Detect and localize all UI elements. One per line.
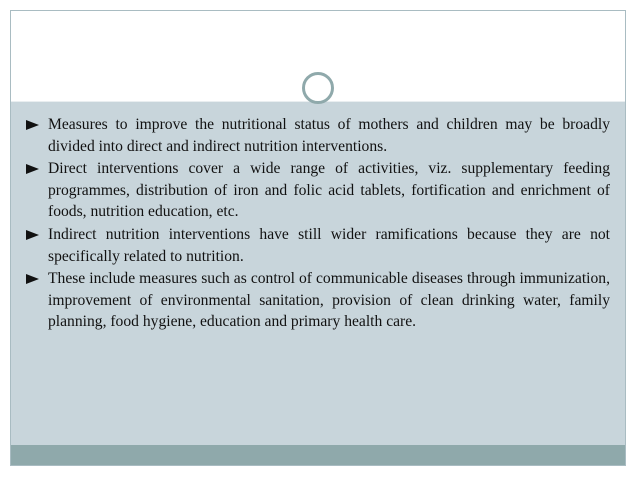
- triangle-bullet-icon: [26, 120, 39, 130]
- triangle-bullet-icon: [26, 164, 39, 174]
- bullet-text: Direct interventions cover a wide range of activities, viz. supplementary feeding programmes, distribution of iron and folic acid tablets, fortification and enrichment of foods, nutrition education, etc.: [48, 160, 610, 221]
- footer-bar: [11, 445, 625, 465]
- bullet-text: Measures to improve the nutritional status of mothers and children may be broadly divided into direct and indirect nutrition interventions.: [48, 116, 610, 155]
- bullet-text: These include measures such as control of communicable diseases through immunization, improvement of environmental sanitation, provision of clean drinking water, family planning, food hygiene, education and primary health care.: [48, 270, 610, 331]
- bullet-item: [26, 224, 610, 267]
- bullet-list: [26, 114, 610, 334]
- triangle-bullet-icon: [26, 274, 39, 284]
- triangle-bullet-icon: [26, 230, 39, 240]
- circle-ring-icon: [302, 72, 334, 104]
- bullet-item: [26, 158, 610, 223]
- bullet-text: Indirect nutrition interventions have still wider ramifications because they are not specifically related to nutrition.: [48, 225, 610, 265]
- bullet-item: [26, 114, 610, 157]
- bullet-item: [26, 268, 610, 333]
